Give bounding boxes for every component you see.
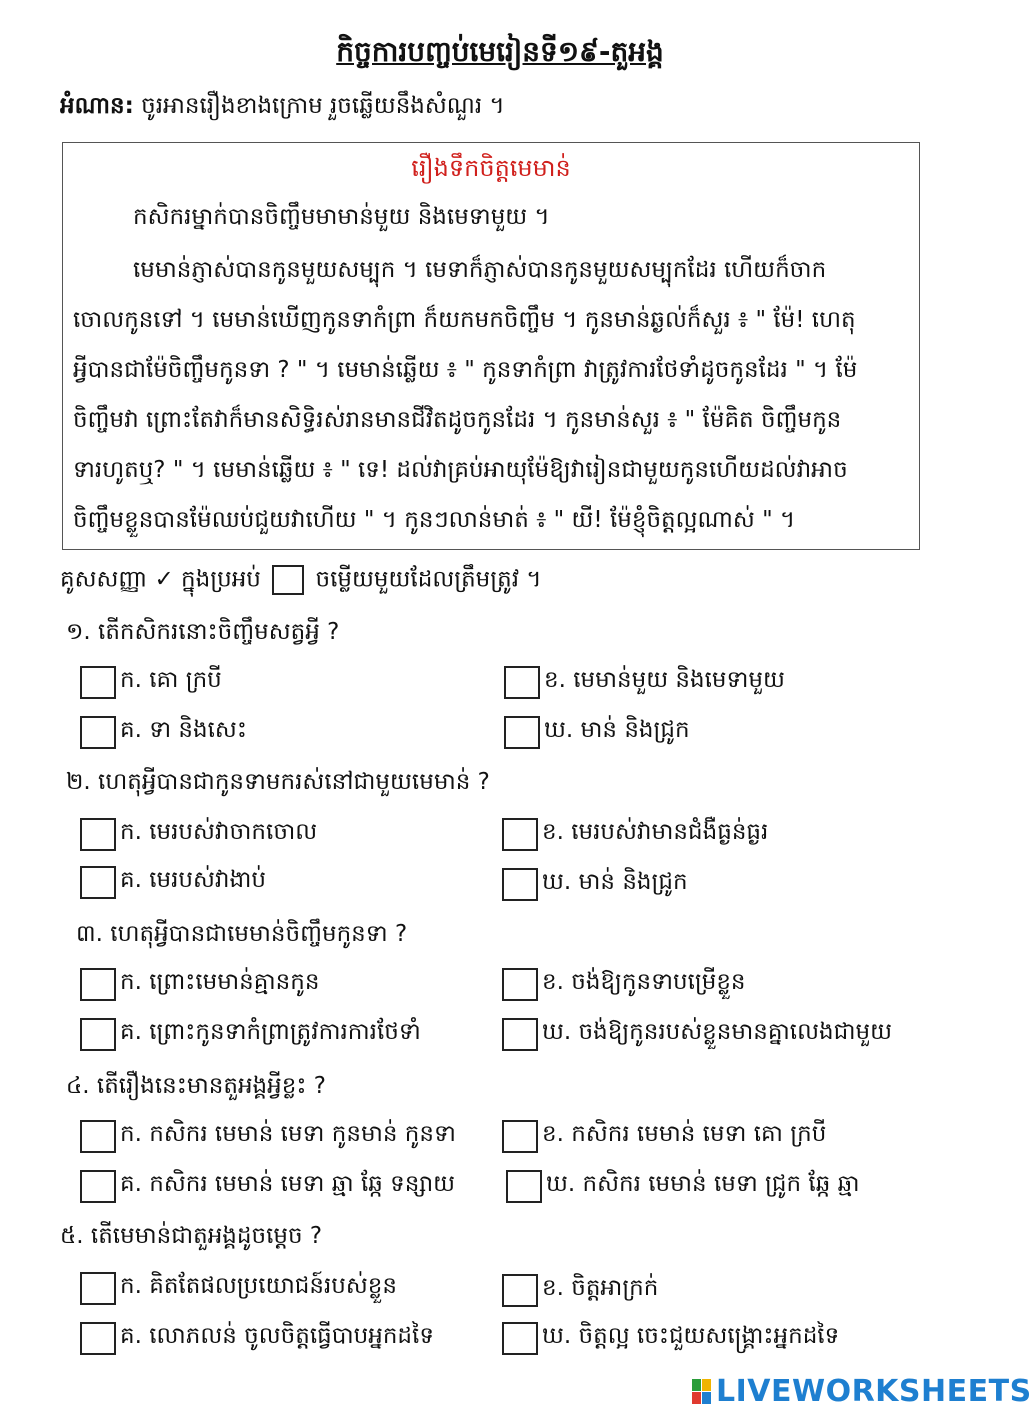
q4-option-b[interactable] xyxy=(502,1120,826,1153)
q3-option-d[interactable] xyxy=(502,1018,892,1051)
q5-option-d-checkbox[interactable] xyxy=(502,1322,538,1355)
liveworksheets-logo-text: LIVEWORKSHEETS xyxy=(716,1374,1032,1409)
liveworksheets-logo xyxy=(692,1374,1032,1409)
instruction xyxy=(60,92,505,125)
q2-option-c-label: គ. មេរបស់វាងាប់ xyxy=(120,867,267,893)
q5-option-b-label: ខ. ចិត្តអាក្រក់ xyxy=(542,1275,659,1301)
q2-option-d-checkbox[interactable] xyxy=(502,868,538,901)
tick-instruction-after: ចម្លើយមួយដែលត្រឹមត្រូវ ។ xyxy=(315,566,542,593)
q4-option-a[interactable] xyxy=(80,1120,456,1153)
q3-option-c-checkbox[interactable] xyxy=(80,1018,116,1051)
q1-option-b-checkbox[interactable] xyxy=(504,666,540,699)
q5-option-c-checkbox[interactable] xyxy=(80,1322,116,1355)
question-3: ៣. ហេតុអ្វីបានជាមេមាន់ចិញ្ចឹមកូនទា ? xyxy=(76,921,408,947)
q1-option-a-checkbox[interactable] xyxy=(80,666,116,699)
q1-option-d-checkbox[interactable] xyxy=(504,716,540,749)
question-5: ៥. តើមេមាន់ជាតួអង្គដូចម្ដេច ? xyxy=(60,1223,323,1249)
instruction-label: អំណាន: xyxy=(60,93,134,119)
q5-option-d[interactable] xyxy=(502,1322,839,1355)
story-line-5: ចិញ្ចឹមវា ព្រោះតែវាក៏មានសិទ្ធិរស់រានមានជីវិតដូចកូនដែរ ។ កូនមាន់សួរ ៖ " ម៉ែគិត ចិញ្ចឹមកូន xyxy=(73,407,842,433)
q4-option-c-label: គ. កសិករ មេមាន់ មេទា ឆ្មា ឆ្កែ ទន្សាយ xyxy=(120,1171,456,1197)
q1-option-c[interactable] xyxy=(80,716,247,749)
q2-option-d[interactable] xyxy=(502,868,688,901)
q3-option-b-checkbox[interactable] xyxy=(502,968,538,1001)
q5-option-b[interactable] xyxy=(502,1274,658,1307)
question-1: ១. តើកសិករនោះចិញ្ចឹមសត្វអ្វី ? xyxy=(66,619,340,645)
q2-option-a-checkbox[interactable] xyxy=(80,818,116,851)
q3-option-c-label: គ. ព្រោះកូនទាកំព្រាត្រូវការការថែទាំ xyxy=(120,1019,421,1045)
q3-option-d-checkbox[interactable] xyxy=(502,1018,538,1051)
q1-option-a-label: ក. គោ ក្របី xyxy=(120,667,222,693)
q4-option-d-label: ឃ. កសិករ មេមាន់ មេទា ជ្រូក ឆ្កែ ឆ្មា xyxy=(546,1171,860,1197)
q3-option-b-label: ខ. ចង់ឱ្យកូនទាបម្រើខ្លួន xyxy=(542,969,746,995)
q2-option-a-label: ក. មេរបស់វាចាកចោល xyxy=(120,819,318,845)
q2-option-b[interactable] xyxy=(502,818,768,851)
q1-option-d-label: ឃ. មាន់ និងជ្រូក xyxy=(544,717,690,743)
q3-option-a[interactable] xyxy=(80,968,319,1001)
q4-option-a-checkbox[interactable] xyxy=(80,1120,116,1153)
q4-option-b-checkbox[interactable] xyxy=(502,1120,538,1153)
tick-instruction xyxy=(60,565,541,599)
story-line-2: មេមាន់ភ្ញាស់បានកូនមួយសម្បុក ។ មេទាក៏ភ្ញាស់បានកូនមួយសម្បុកដែរ ហើយក៏ចាក xyxy=(133,257,827,283)
liveworksheets-logo-icon xyxy=(692,1379,712,1405)
q3-option-d-label: ឃ. ចង់ឱ្យកូនរបស់ខ្លួនមានគ្នាលេងជាមួយ xyxy=(542,1019,892,1045)
question-2: ២. ហេតុអ្វីបានជាកូនទាមករស់នៅជាមួយមេមាន់ ? xyxy=(66,769,490,795)
question-4: ៤. តើរឿងនេះមានតួអង្គអ្វីខ្លះ ? xyxy=(66,1073,326,1099)
tick-instruction-before: គូសសញ្ញា ✓ ក្នុងប្រអប់ xyxy=(60,566,261,593)
story-line-1: កសិករម្នាក់បានចិញ្ចឹមមាមាន់មួយ និងមេទាមួយ ។ xyxy=(133,204,550,230)
q3-option-c[interactable] xyxy=(80,1018,421,1051)
example-checkbox xyxy=(272,565,304,595)
story-line-4: អ្វីបានជាម៉ែចិញ្ចឹមកូនទា ? " ។ មេមាន់ឆ្លើយ ៖ " កូនទាកំព្រា វាត្រូវការថែទាំដូចកូនដែរ " ។ ម៉ែ xyxy=(73,357,858,383)
q4-option-c[interactable] xyxy=(80,1170,455,1203)
q4-option-d-checkbox[interactable] xyxy=(506,1170,542,1203)
q2-option-d-label: ឃ. មាន់ និងជ្រូក xyxy=(542,869,688,895)
q3-option-b[interactable] xyxy=(502,968,746,1001)
q2-option-b-checkbox[interactable] xyxy=(502,818,538,851)
story-line-6: ទារហូតឬ? " ។ មេមាន់ឆ្លើយ ៖ " ទេ! ដល់វាគ្រប់អាយុម៉ែឱ្យវារៀនជាមួយកូនហើយដល់វាអាច xyxy=(73,457,848,483)
q1-option-b[interactable] xyxy=(504,666,785,699)
q5-option-d-label: ឃ. ចិត្តល្អ ចេះជួយសង្គ្រោះអ្នកដទៃ xyxy=(542,1323,840,1349)
q2-option-b-label: ខ. មេរបស់វាមានជំងឺធ្ងន់ធ្ងរ xyxy=(542,819,769,845)
q5-option-a-checkbox[interactable] xyxy=(80,1272,116,1305)
q3-option-a-checkbox[interactable] xyxy=(80,968,116,1001)
q4-option-c-checkbox[interactable] xyxy=(80,1170,116,1203)
q5-option-c[interactable] xyxy=(80,1322,434,1355)
q5-option-a-label: ក. គិតតែផលប្រយោជន៍របស់ខ្លួន xyxy=(120,1273,397,1299)
q2-option-a[interactable] xyxy=(80,818,317,851)
q4-option-a-label: ក. កសិករ មេមាន់ មេទា កូនមាន់ កូនទា xyxy=(120,1121,456,1147)
q5-option-a[interactable] xyxy=(80,1272,397,1305)
q1-option-a[interactable] xyxy=(80,666,222,699)
story-line-7: ចិញ្ចឹមខ្លួនបានម៉ែឈប់ជួយវាហើយ " ។ កូនៗលាន់មាត់ ៖ " យី! ម៉ែខ្ញុំចិត្តល្អណាស់ " ។ xyxy=(73,507,796,533)
q4-option-b-label: ខ. កសិករ មេមាន់ មេទា គោ ក្របី xyxy=(542,1121,827,1147)
q2-option-c[interactable] xyxy=(80,866,266,899)
q1-option-c-checkbox[interactable] xyxy=(80,716,116,749)
q2-option-c-checkbox[interactable] xyxy=(80,866,116,899)
q4-option-d[interactable] xyxy=(506,1170,860,1203)
q1-option-c-label: គ. ទា និងសេះ xyxy=(120,717,247,743)
q5-option-b-checkbox[interactable] xyxy=(502,1274,538,1307)
story-line-3: ចោលកូនទៅ ។ មេមាន់ឃើញកូនទាកំព្រា ក៏យកមកចិញ្ចឹម ។ កូនមាន់ឆ្ងល់ក៏សួរ ៖ " ម៉ែ! ហេតុ xyxy=(73,307,856,333)
page-title: កិច្ចការបញ្ចប់មេរៀនទី១៩-តួអង្គ xyxy=(336,35,664,68)
q1-option-d[interactable] xyxy=(504,716,690,749)
q1-option-b-label: ខ. មេមាន់មួយ និងមេទាមួយ xyxy=(544,667,785,693)
instruction-text: ចូរអានរឿងខាងក្រោម រួចឆ្លើយនឹងសំណួរ ។ xyxy=(133,93,505,119)
q3-option-a-label: ក. ព្រោះមេមាន់គ្មានកូន xyxy=(120,969,320,995)
story-title: រឿងទឹកចិត្តមេមាន់ xyxy=(411,154,571,182)
story-box xyxy=(62,142,920,550)
q5-option-c-label: គ. លោភលន់ ចូលចិត្តធ្វើបាបអ្នកដទៃ xyxy=(120,1323,434,1349)
